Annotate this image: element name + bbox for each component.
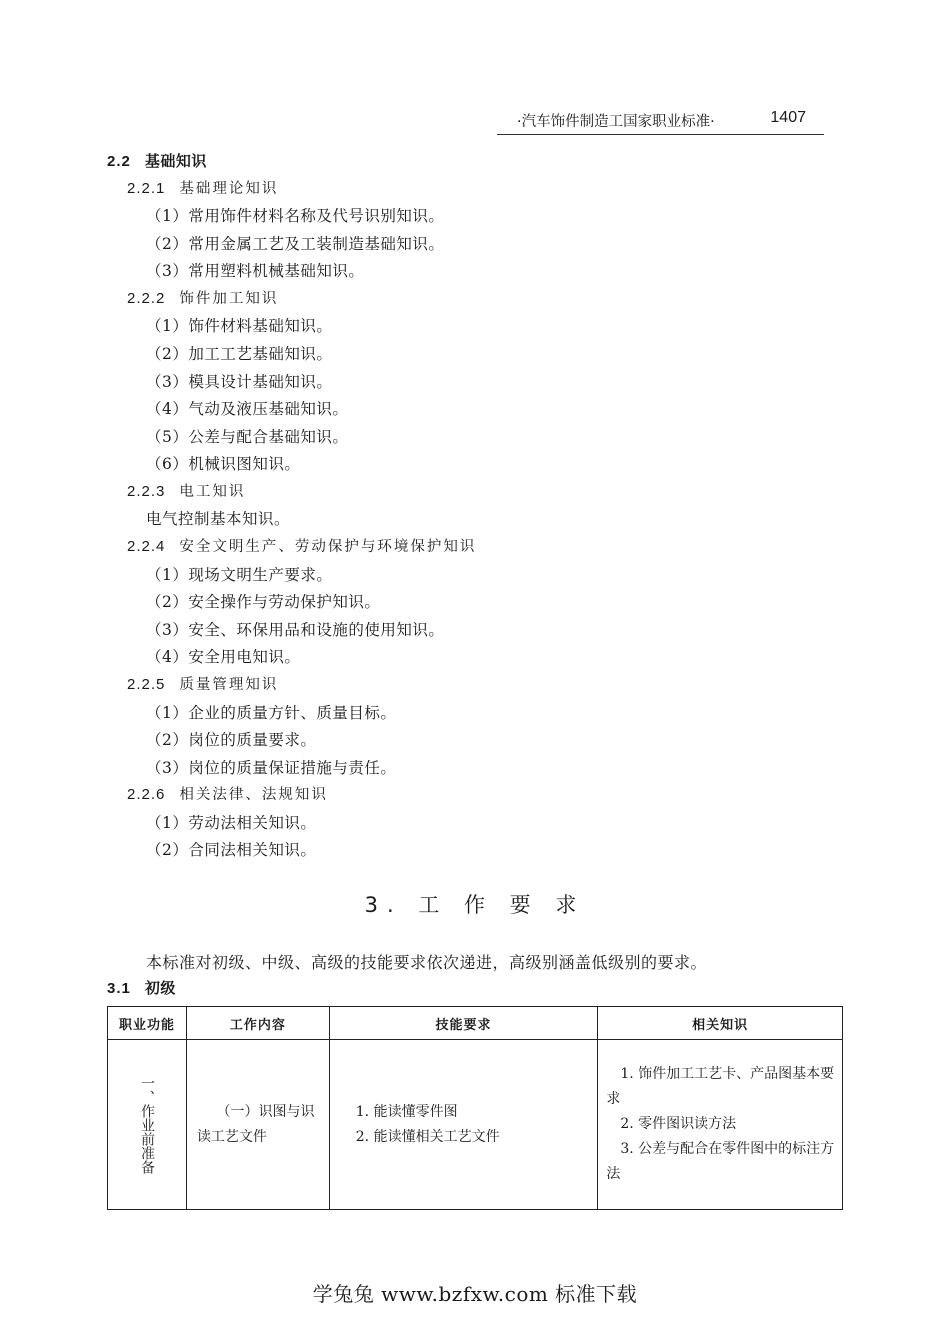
header-title: ·汽车饰件制造工国家职业标准· <box>517 114 715 130</box>
subsection-number: 2.2.1 <box>127 180 166 197</box>
list-item: （1）现场文明生产要求。 <box>146 566 333 584</box>
list-item: （1）劳动法相关知识。 <box>146 814 317 832</box>
intro-paragraph: 本标准对初级、中级、高级的技能要求依次递进，高级别涵盖低级别的要求。 <box>146 953 708 972</box>
content-cell: （一）识图与识读工艺文件 <box>186 1040 329 1210</box>
list-item: （4）安全用电知识。 <box>146 648 301 666</box>
column-header: 职业功能 <box>108 1007 187 1040</box>
list-item: （5）公差与配合基础知识。 <box>146 428 349 446</box>
column-header: 技能要求 <box>329 1007 598 1040</box>
list-item: （2）常用金属工艺及工装制造基础知识。 <box>146 235 445 253</box>
list-item: （3）常用塑料机械基础知识。 <box>146 262 365 280</box>
level-title: 初级 <box>144 979 176 997</box>
column-header: 工作内容 <box>186 1007 329 1040</box>
knowledge-item: 2. 零件图识读方法 <box>620 1116 737 1132</box>
section-title: 基础知识 <box>144 152 207 170</box>
page-number: 1407 <box>770 109 806 126</box>
subsection-title: 相关法律、法规知识 <box>179 787 328 803</box>
footer-watermark: 学兔兔 www.bzfxw.com 标准下载 <box>312 1282 638 1306</box>
subsection-title: 基础理论知识 <box>179 181 279 197</box>
skills-cell <box>329 1040 598 1210</box>
subsection-heading <box>127 177 278 198</box>
table-header-row <box>108 1007 843 1040</box>
subsection-number: 2.2.6 <box>127 786 166 803</box>
level-number: 3.1 <box>107 980 131 997</box>
list-item: （2）岗位的质量要求。 <box>146 731 317 749</box>
list-item: （3）岗位的质量保证措施与责任。 <box>146 759 397 777</box>
subsection-number: 2.2.2 <box>127 290 166 307</box>
subsection-title: 安全文明生产、劳动保护与环境保护知识 <box>179 539 477 555</box>
knowledge-item: 3. 公差与配合在零件图中的标注方法 <box>606 1141 835 1182</box>
subsection-title: 饰件加工知识 <box>179 291 279 307</box>
list-item: （4）气动及液压基础知识。 <box>146 400 349 418</box>
list-item: （1）饰件材料基础知识。 <box>146 317 333 335</box>
subsection-heading <box>127 535 476 556</box>
section-number: 2.2 <box>107 153 131 170</box>
skill-item: 1. 能读懂零件图 <box>355 1103 458 1120</box>
section-heading <box>107 150 207 171</box>
running-header <box>497 110 824 135</box>
list-item: （6）机械识图知识。 <box>146 455 301 473</box>
subsection-title: 电工知识 <box>179 484 246 500</box>
list-item: （1）常用饰件材料名称及代号识别知识。 <box>146 207 445 225</box>
knowledge-cell <box>598 1040 843 1210</box>
list-item: （3）模具设计基础知识。 <box>146 373 333 391</box>
table-row <box>108 1040 843 1210</box>
column-header: 相关知识 <box>598 1007 843 1040</box>
list-item: （2）合同法相关知识。 <box>146 841 317 859</box>
subsection-heading <box>127 783 328 804</box>
subsection-heading <box>127 480 245 501</box>
function-cell <box>108 1040 187 1210</box>
subsection-heading <box>127 673 278 694</box>
subsection-title: 质量管理知识 <box>179 677 279 693</box>
list-item: 电气控制基本知识。 <box>146 510 291 528</box>
list-item: （2）加工工艺基础知识。 <box>146 345 333 363</box>
subsection-number: 2.2.4 <box>127 538 166 555</box>
knowledge-item: 1. 饰件加工工艺卡、产品图基本要求 <box>606 1066 835 1107</box>
subsection-number: 2.2.3 <box>127 483 166 500</box>
chapter-title: 3. 工 作 要 求 <box>364 893 586 917</box>
list-item: （3）安全、环保用品和设施的使用知识。 <box>146 621 445 639</box>
subsection-heading <box>127 287 278 308</box>
level-heading <box>107 977 176 998</box>
requirements-table <box>107 1006 843 1210</box>
subsection-number: 2.2.5 <box>127 676 166 693</box>
function-text: 一、作业前准备 <box>138 1075 155 1174</box>
skill-item: 2. 能读懂相关工艺文件 <box>355 1128 500 1145</box>
list-item: （1）企业的质量方针、质量目标。 <box>146 704 397 722</box>
list-item: （2）安全操作与劳动保护知识。 <box>146 593 381 611</box>
